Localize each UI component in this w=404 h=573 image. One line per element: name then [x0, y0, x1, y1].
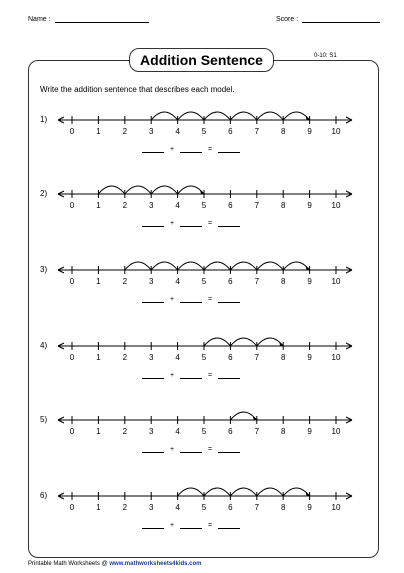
sum-blank[interactable]: [218, 146, 240, 153]
jump-arrow-icon: [200, 190, 204, 194]
equals-sign: =: [207, 372, 213, 379]
addend-blank[interactable]: [142, 446, 164, 453]
tick-label: 5: [201, 127, 207, 136]
name-blank[interactable]: [55, 14, 149, 23]
equals-sign: =: [207, 146, 213, 153]
tick-label: 1: [96, 201, 101, 210]
jump-arc: [178, 186, 204, 194]
sum-blank[interactable]: [218, 220, 240, 227]
jump-arc: [204, 112, 230, 120]
plus-sign: +: [169, 296, 175, 303]
jump-arc: [283, 112, 309, 120]
tick-label: 1: [96, 353, 101, 362]
number-line: [0, 260, 404, 292]
jump-arc: [98, 186, 124, 194]
tick-label: 2: [122, 277, 128, 286]
problem-5: [0, 410, 404, 480]
addend-blank[interactable]: [180, 446, 202, 453]
tick-label: 0: [69, 353, 75, 362]
tick-label: 10: [331, 127, 341, 136]
tick-label: 3: [148, 427, 154, 436]
tick-label: 8: [280, 127, 286, 136]
jump-arc: [257, 262, 283, 270]
addition-sentence: [142, 522, 240, 529]
sum-blank[interactable]: [218, 372, 240, 379]
tick-label: 4: [175, 427, 180, 436]
plus-sign: +: [169, 220, 175, 227]
jump-arc: [257, 488, 283, 496]
tick-label: 4: [175, 127, 180, 136]
tick-label: 10: [331, 277, 341, 286]
jump-arrow-icon: [306, 266, 310, 270]
footer-text: Printable Math Worksheets @: [28, 561, 110, 567]
tick-label: 9: [307, 353, 312, 362]
tick-label: 9: [307, 277, 312, 286]
equals-sign: =: [207, 522, 213, 529]
equals-sign: =: [207, 296, 213, 303]
problem-number: 4): [40, 341, 48, 350]
tick-label: 7: [254, 353, 260, 362]
score-blank[interactable]: [302, 14, 380, 23]
tick-label: 9: [307, 427, 312, 436]
tick-label: 9: [307, 127, 312, 136]
sum-blank[interactable]: [218, 446, 240, 453]
number-line: [0, 184, 404, 216]
jump-arc: [204, 262, 230, 270]
tick-label: 8: [280, 427, 286, 436]
score-label: Score :: [276, 16, 299, 23]
number-line: [0, 110, 404, 142]
jump-arc: [204, 488, 230, 496]
jump-arc: [283, 262, 309, 270]
tick-label: 1: [96, 503, 101, 512]
problem-number: 6): [40, 491, 48, 500]
score-field: [276, 14, 380, 23]
jump-arc: [151, 186, 177, 194]
tick-label: 6: [228, 201, 233, 210]
problem-1: [0, 110, 404, 180]
jump-arc: [204, 338, 230, 346]
addend-blank[interactable]: [142, 220, 164, 227]
tick-label: 3: [148, 277, 154, 286]
sum-blank[interactable]: [218, 522, 240, 529]
jump-arc: [283, 488, 309, 496]
tick-label: 6: [228, 353, 233, 362]
tick-label: 5: [201, 201, 207, 210]
tick-label: 8: [280, 277, 286, 286]
tick-label: 8: [280, 353, 286, 362]
tick-label: 4: [175, 277, 180, 286]
tick-label: 0: [69, 277, 75, 286]
jump-arc: [125, 186, 151, 194]
tick-label: 1: [96, 427, 101, 436]
addition-sentence: [142, 446, 240, 453]
footer-site: www.mathworksheets4kids.com: [109, 561, 202, 567]
tick-label: 10: [331, 427, 341, 436]
jump-arc: [178, 112, 204, 120]
jump-arc: [178, 262, 204, 270]
tick-label: 2: [122, 127, 128, 136]
jump-arc: [230, 412, 256, 420]
tick-label: 7: [254, 127, 260, 136]
tick-label: 3: [148, 127, 154, 136]
tick-label: 5: [201, 503, 207, 512]
addition-sentence: [142, 372, 240, 379]
tick-label: 0: [69, 427, 75, 436]
addend-blank[interactable]: [180, 146, 202, 153]
tick-label: 3: [148, 503, 154, 512]
tick-label: 5: [201, 277, 207, 286]
addition-sentence: [142, 220, 240, 227]
instruction-text: Write the addition sentence that describes each model.: [40, 85, 235, 94]
jump-arrow-icon: [253, 416, 257, 420]
worksheet-title: Addition Sentence: [129, 48, 274, 72]
tick-label: 7: [254, 201, 260, 210]
number-line: [0, 410, 404, 442]
tick-label: 10: [331, 353, 341, 362]
addend-blank[interactable]: [142, 372, 164, 379]
addend-blank[interactable]: [142, 296, 164, 303]
tick-label: 1: [96, 277, 101, 286]
problem-number: 2): [40, 189, 48, 198]
problem-6: [0, 486, 404, 556]
jump-arc: [257, 112, 283, 120]
addend-blank[interactable]: [180, 522, 202, 529]
problem-number: 1): [40, 115, 48, 124]
plus-sign: +: [169, 372, 175, 379]
addend-blank[interactable]: [180, 296, 202, 303]
jump-arc: [151, 262, 177, 270]
tick-label: 6: [228, 503, 233, 512]
jump-arc: [257, 338, 283, 346]
plus-sign: +: [169, 522, 175, 529]
problem-3: [0, 260, 404, 330]
jump-arc: [230, 112, 256, 120]
addition-sentence: [142, 296, 240, 303]
tick-label: 9: [307, 201, 312, 210]
tick-label: 10: [331, 503, 341, 512]
tick-label: 1: [96, 127, 101, 136]
addend-blank[interactable]: [180, 372, 202, 379]
plus-sign: +: [169, 146, 175, 153]
tick-label: 2: [122, 201, 128, 210]
tick-label: 6: [228, 427, 233, 436]
equals-sign: =: [207, 446, 213, 453]
tick-label: 10: [331, 201, 341, 210]
footer: [28, 561, 202, 567]
tick-label: 4: [175, 503, 180, 512]
jump-arc: [151, 112, 177, 120]
tick-label: 8: [280, 503, 286, 512]
tick-label: 2: [122, 353, 128, 362]
tick-label: 0: [69, 503, 75, 512]
problem-number: 3): [40, 265, 48, 274]
plus-sign: +: [169, 446, 175, 453]
tick-label: 7: [254, 503, 260, 512]
tick-label: 2: [122, 503, 128, 512]
name-label: Name :: [28, 16, 51, 23]
tick-label: 3: [148, 201, 154, 210]
tick-label: 0: [69, 201, 75, 210]
equals-sign: =: [207, 220, 213, 227]
tick-label: 9: [307, 503, 312, 512]
tick-label: 4: [175, 353, 180, 362]
jump-arc: [125, 262, 151, 270]
worksheet-code: 0-10: S1: [314, 53, 337, 59]
tick-label: 4: [175, 201, 180, 210]
jump-arrow-icon: [306, 492, 310, 496]
tick-label: 6: [228, 127, 233, 136]
tick-label: 5: [201, 353, 207, 362]
tick-label: 2: [122, 427, 128, 436]
number-line: [0, 336, 404, 368]
number-line: [0, 486, 404, 518]
addition-sentence: [142, 146, 240, 153]
tick-label: 3: [148, 353, 154, 362]
jump-arrow-icon: [279, 342, 283, 346]
tick-label: 7: [254, 277, 260, 286]
jump-arc: [230, 338, 256, 346]
addend-blank[interactable]: [180, 220, 202, 227]
jump-arc: [178, 488, 204, 496]
tick-label: 0: [69, 127, 75, 136]
addend-blank[interactable]: [142, 522, 164, 529]
problem-4: [0, 336, 404, 406]
tick-label: 8: [280, 201, 286, 210]
problem-2: [0, 184, 404, 254]
jump-arc: [230, 262, 256, 270]
tick-label: 5: [201, 427, 207, 436]
jump-arc: [230, 488, 256, 496]
tick-label: 6: [228, 277, 233, 286]
name-field: [28, 14, 149, 23]
sum-blank[interactable]: [218, 296, 240, 303]
problem-number: 5): [40, 415, 48, 424]
tick-label: 7: [254, 427, 260, 436]
addend-blank[interactable]: [142, 146, 164, 153]
